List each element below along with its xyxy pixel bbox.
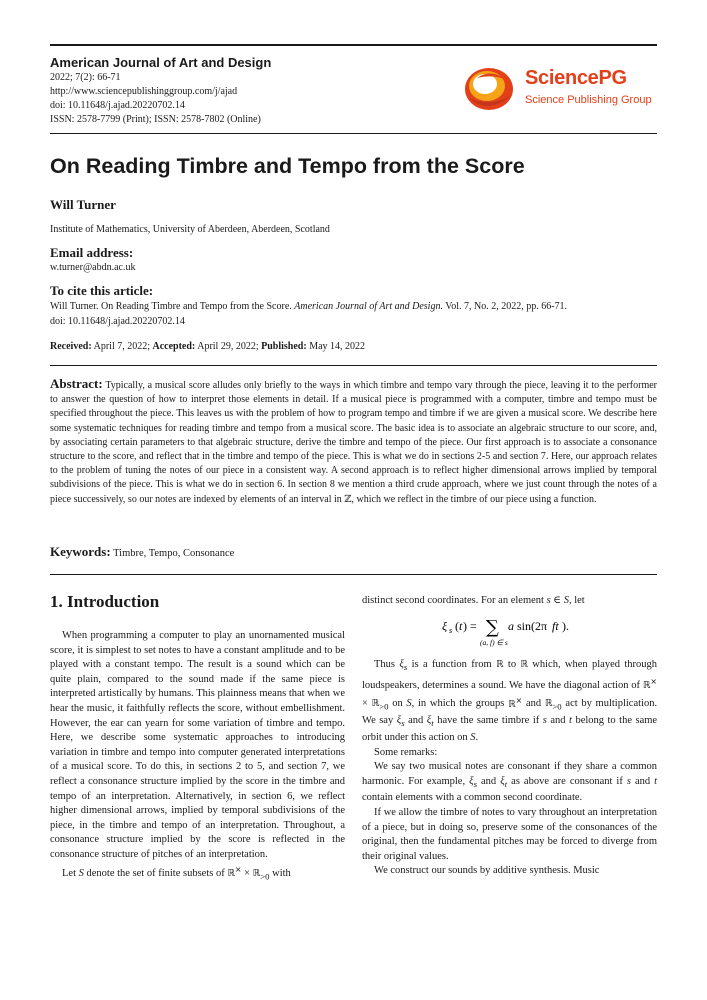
article-dates <box>50 341 365 352</box>
abstract-bottom-rule <box>50 574 657 575</box>
right-paragraph-6: We construct our sounds by additive synthesis. Music <box>374 865 600 877</box>
author-name: Will Turner <box>50 197 116 212</box>
logo-subtitle: Science Publishing Group <box>525 94 652 106</box>
abstract-top-rule <box>50 365 657 366</box>
journal-url[interactable]: http://www.sciencepublishinggroup.com/j/ajad <box>50 86 238 97</box>
journal-issn: ISSN: 2578-7799 (Print); ISSN: 2578-7802 (Online) <box>50 114 261 125</box>
equation-xi <box>362 614 657 648</box>
svg-text:) =: ) = <box>463 619 477 633</box>
svg-text:(a, f) ∈ s: (a, f) ∈ s <box>480 638 508 647</box>
equation-graphic <box>362 614 657 650</box>
keywords-value: Timbre, Tempo, Consonance <box>113 548 235 559</box>
svg-text:(: ( <box>455 619 459 633</box>
citation-journal: American Journal of Art and Design. <box>294 301 443 312</box>
right-paragraph-3: Some remarks: <box>374 746 438 758</box>
svg-text:t: t <box>459 619 463 633</box>
paper-title: On Reading Timbre and Tempo from the Score <box>50 154 525 178</box>
journal-issue: 2022; 7(2): 66-71 <box>50 72 121 83</box>
intro-paragraph-2: Let S denote the set of finite subsets of ℝ× × ℝ$_{>0}$ with <box>62 864 291 881</box>
logo-brand: SciencePG <box>525 67 627 89</box>
right-paragraph-1: distinct second coordinates. For an element s ∈ S, let <box>362 595 585 606</box>
right-paragraph-4: We say two musical notes are consonant if they share a common harmonic. For example, $\xi_s$ and $\xi_t$ as above are consonant if s and t contain elements with a common second coordinate. <box>362 761 658 804</box>
abstract <box>50 377 657 507</box>
intro-paragraph-1: When programming a computer to play an unornamented musical score, it is simplest to set notes to have a constant amplitude and to be played with a constant tempo. The result is a sound which can be quite plain, compared to the sound made if the same piece is interpreted artistically by humans. This plainness means that when we hear the music, it faithfully reflects the score, without embellishment. However, the ear can yearn for some variation of timbre and tempo. Here, we describe some systematic approaches to introducing variation in timbre and tempo into computer generated interpretations of a musical score. To do this, in sections 2 to 5, and section 7, we reflect a consonance structure implied by the score in the timbre and tempo of an interpretation. Alternatively, in section 6, we reflect higher dimensional arrows, implied by temporal subdivisions of the piece, in the timbre and tempo of an interpretation. Throughout, a consonance structure implied by the score is reflected in the consonance structure of pitches of an interpretation. <box>50 630 345 860</box>
keywords-label: Keywords: <box>50 544 111 559</box>
accepted-label: Accepted: <box>152 341 196 352</box>
citation-suffix: Vol. 7, No. 2, 2022, pp. 66-71. <box>445 301 568 312</box>
abstract-label: Abstract: <box>50 376 103 391</box>
right-column-top <box>362 594 657 609</box>
received-label: Received: <box>50 341 92 352</box>
published-label: Published: <box>261 341 307 352</box>
svg-text:ξ: ξ <box>442 619 448 633</box>
citation-label: To cite this article: <box>50 283 154 298</box>
right-paragraph-2: Thus $\xi_s$ is a function from ℝ to ℝ which, when played through loudspeakers, determines a sound. We have the diagonal action of ℝ× × ℝ$_{>0}$ on S, in which the groups ℝ× and ℝ$_{>0}$ act by multiplication. We say $\xi_s$ and $\xi_t$ have the same timbre if s and t belong to the same orbit under this action on S. <box>362 659 658 743</box>
left-column <box>50 629 345 883</box>
sciencepg-swirl-icon <box>463 64 519 114</box>
svg-text:∑: ∑ <box>486 617 499 638</box>
accepted-date: April 29, 2022; <box>197 341 259 352</box>
svg-text:s: s <box>449 626 453 635</box>
email-label: Email address: <box>50 245 134 260</box>
journal-doi: doi: 10.11648/j.ajad.20220702.14 <box>50 100 185 111</box>
citation-doi: doi: 10.11648/j.ajad.20220702.14 <box>50 316 185 327</box>
email-address[interactable]: w.turner@abdn.ac.uk <box>50 262 136 273</box>
abstract-text: Typically, a musical score alludes only briefly to the ways in which timbre and tempo vary through the piece, leaving it to the performer to answer the question of how to interpret those elements in detail. If a musical piece is programmed with a computer, timbre and tempo must be specified throughout the piece. This leaves us with the problem of how to program tempo and timbre if we are given a musical score. We describe here some systematic techniques for reading timbre and tempo from a musical score. The basic idea is to associate an algebraic structure to our score, and, by associating certain parameters to that algebraic structure, derive the timbre and tempo of the piece. Our first approach is to associate a consonance structure to the score, and reflect that in the timbre and tempo of the piece. This is what we do in sections 2-5 and section 7. Here, our approach relates to the problem of tuning the notes of our piece in a consistent way. A second approach is to reflect higher dimensional arrows implied by temporal subdivisions of the piece. This is what we do in section 6. In section 8 we mention a third crude approach, where we just count through the notes of a piece successively, so our notes are indexed by elements of an interval in ℤ, which we reflect in the timbre of our piece using a function. <box>50 380 657 505</box>
header-bottom-rule <box>50 133 657 134</box>
right-paragraph-5: If we allow the timbre of notes to vary throughout an interpretation of a piece, but in doing so, preserve some of the consonances of the original, then the fundamental pitches may be forced to diverge from their original values. <box>362 807 657 862</box>
keywords <box>50 544 234 560</box>
received-date: April 7, 2022; <box>93 341 150 352</box>
svg-text:a: a <box>508 619 514 633</box>
section-title-introduction: 1. Introduction <box>50 592 160 611</box>
journal-name: American Journal of Art and Design <box>50 55 272 70</box>
citation-text <box>50 301 567 312</box>
header-top-rule <box>50 44 657 46</box>
published-date: May 14, 2022 <box>309 341 366 352</box>
citation-prefix: Will Turner. On Reading Timbre and Tempo from the Score. <box>50 301 292 312</box>
sciencepg-logo <box>463 64 663 114</box>
svg-text:ft: ft <box>552 619 559 633</box>
right-column-body <box>362 658 657 879</box>
author-affiliation: Institute of Mathematics, University of Aberdeen, Aberdeen, Scotland <box>50 224 330 235</box>
svg-text:sin(2π: sin(2π <box>517 619 548 633</box>
svg-text:).: ). <box>562 619 569 633</box>
